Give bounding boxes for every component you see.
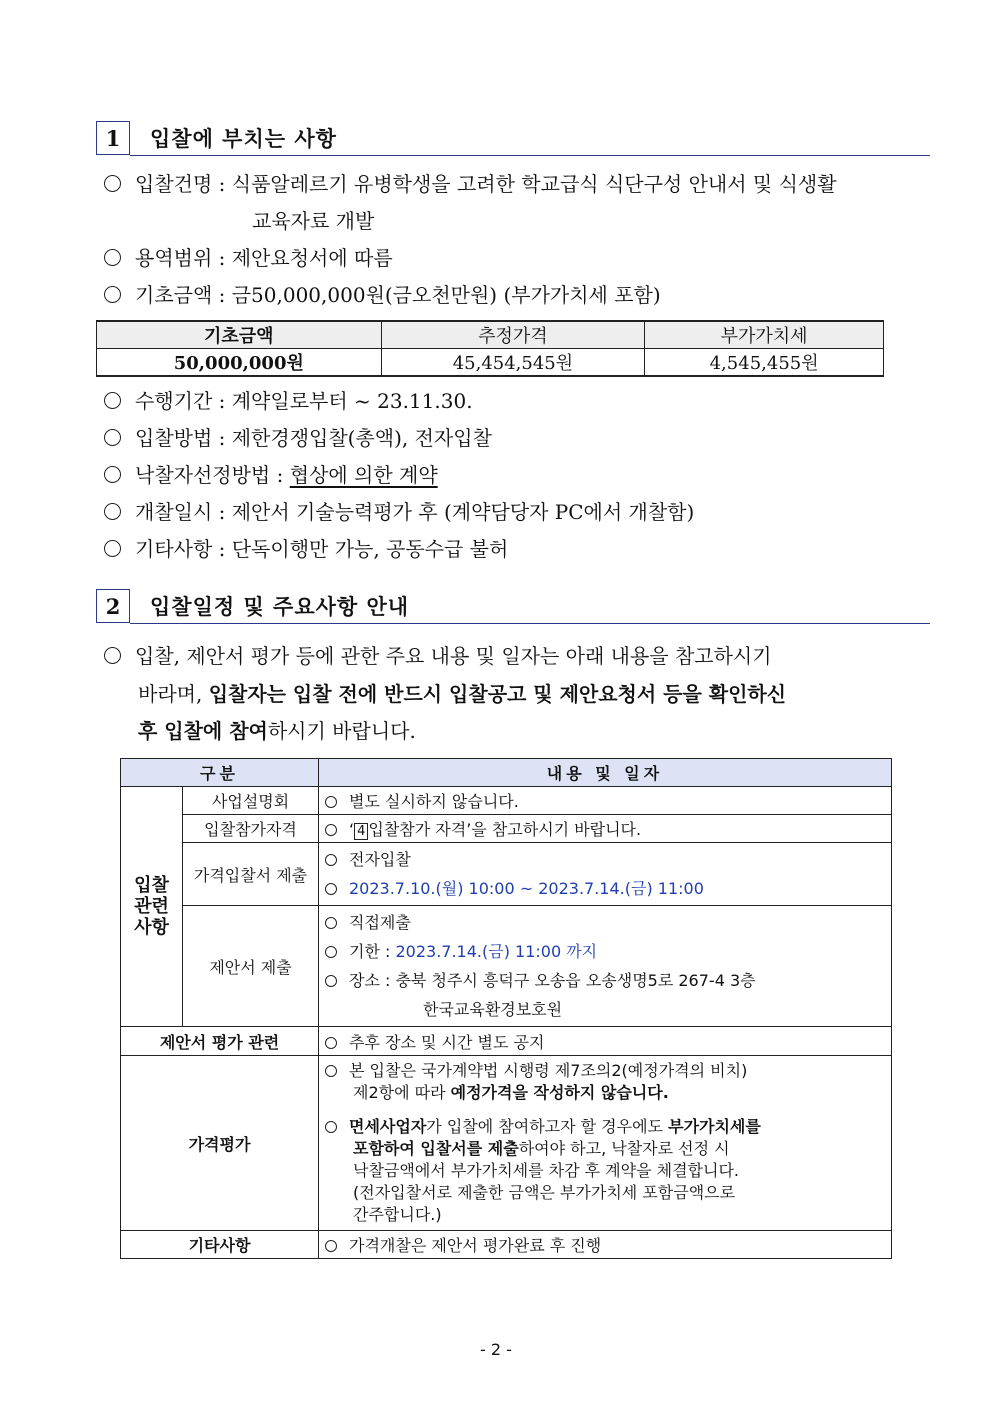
price-cell: 50,000,000원 xyxy=(97,349,382,377)
row-label: 제안서 평가 관련 xyxy=(121,1027,319,1056)
page-number: - 2 - xyxy=(480,1340,512,1359)
circle-bullet-icon xyxy=(104,540,121,557)
price-cell: 45,454,545원 xyxy=(381,349,645,377)
method: 입찰방법 : 제한경쟁입찰(총액), 전자입찰 xyxy=(104,422,492,451)
section-2-header xyxy=(96,588,409,624)
opening: 개찰일시 : 제안서 기술능력평가 후 (계약담당자 PC에서 개찰함) xyxy=(104,496,694,525)
row-label: 사업설명회 xyxy=(183,787,319,815)
price-header: 기초금액 xyxy=(97,321,382,349)
row-label: 제안서 제출 xyxy=(183,906,319,1027)
section-title: 입찰에 부치는 사항 xyxy=(150,126,337,151)
notice-line3: 후 입찰에 참여하시기 바랍니다. xyxy=(138,719,416,743)
row-value: 본 입찰은 국가계약법 시행령 제7조의2(예정가격의 비치) 제2항에 따라 예정가격을 작성하지 않습니다. 면세사업자가 입찰에 참여하고자 할 경우에도 부가가치세를 포함하여 입찰서를 제출하여야 하고, 낙찰자로 선정 시 낙찰금액에서 부가가치세를 차감 후 계약을 체결합니다. (전자입찰서로 제출한 금액은 부가가치세 포함금액으로 간주합니다.) xyxy=(319,1056,892,1231)
base-amount: 기초금액 : 금50,000,000원(금오천만원) (부가가치세 포함) xyxy=(104,279,661,308)
price-cell: 4,545,455원 xyxy=(645,349,884,377)
price-header: 추정가격 xyxy=(381,321,645,349)
row-value: 추후 장소 및 시간 별도 공지 xyxy=(319,1027,892,1056)
row-value: 직접제출 기한 : 2023.7.14.(금) 11:00 까지 장소 : 충북 청주시 흥덕구 오송읍 오송생명5로 267-4 3층 한국교육환경보호원 xyxy=(319,906,892,1027)
row-label: 가격평가 xyxy=(121,1056,319,1231)
etc: 기타사항 : 단독이행만 가능, 공동수급 불허 xyxy=(104,533,508,562)
award: 낙찰자선정방법 : 협상에 의한 계약 xyxy=(104,459,438,488)
circle-bullet-icon xyxy=(104,286,121,303)
price-table xyxy=(96,320,884,377)
circle-bullet-icon xyxy=(104,429,121,446)
row-value: 별도 실시하지 않습니다. xyxy=(319,787,892,815)
period: 수행기간 : 계약일로부터 ~ 23.11.30. xyxy=(104,385,473,414)
circle-bullet-icon xyxy=(104,647,121,664)
schedule-table xyxy=(120,758,892,1259)
scope: 용역범위 : 제안요청서에 따름 xyxy=(104,242,393,271)
price-header: 부가가치세 xyxy=(645,321,884,349)
schedule-header: 구분 xyxy=(121,759,319,787)
circle-bullet-icon xyxy=(104,249,121,266)
row-value: ‘ 4 입찰참가 자격’을 참고하시기 바랍니다. xyxy=(319,815,892,843)
row-value: 가격개찰은 제안서 평가완료 후 진행 xyxy=(319,1231,892,1259)
row-label: 기타사항 xyxy=(121,1231,319,1259)
circle-bullet-icon xyxy=(104,175,121,192)
section-title: 입찰일정 및 주요사항 안내 xyxy=(150,594,410,619)
bid-name-cont: 교육자료 개발 xyxy=(252,209,375,233)
section-1-header xyxy=(96,120,337,156)
section-number: 1 xyxy=(96,121,130,155)
schedule-header: 내용 및 일자 xyxy=(319,759,892,787)
circle-bullet-icon xyxy=(104,503,121,520)
notice-line2: 바라며, 입찰자는 입찰 전에 반드시 입찰공고 및 제안요청서 등을 확인하신 xyxy=(138,682,787,706)
row-label: 입찰참가자격 xyxy=(183,815,319,843)
group-label: 입찰 관련 사항 xyxy=(121,787,183,1027)
circle-bullet-icon xyxy=(104,392,121,409)
section-number: 2 xyxy=(96,589,130,623)
row-label: 가격입찰서 제출 xyxy=(183,843,319,906)
row-value: 전자입찰 2023.7.10.(월) 10:00 ~ 2023.7.14.(금) 11:00 xyxy=(319,843,892,906)
notice-line1: 입찰, 제안서 평가 등에 관한 주요 내용 및 일자는 아래 내용을 참고하시기 xyxy=(104,640,772,669)
bid-name: 입찰건명 : 식품알레르기 유병학생을 고려한 학교급식 식단구성 안내서 및 식생활 xyxy=(104,168,837,197)
circle-bullet-icon xyxy=(104,466,121,483)
